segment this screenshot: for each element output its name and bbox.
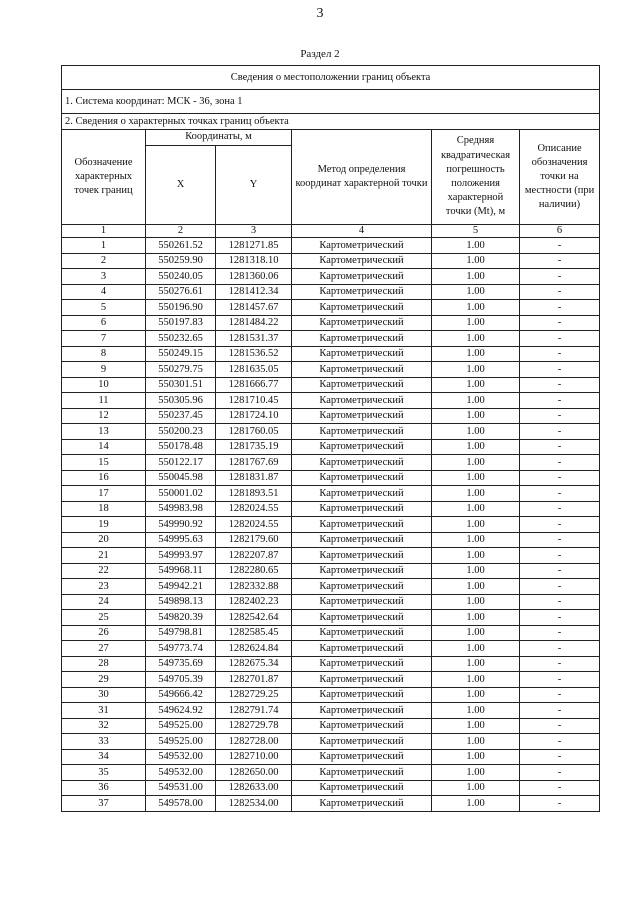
error-value: 1.00: [432, 734, 520, 750]
point-number: 8: [62, 346, 146, 362]
point-number: 24: [62, 594, 146, 610]
method: Картометрический: [292, 253, 432, 269]
coord-y: 1282624.84: [216, 641, 292, 657]
header-description: Описание обозначения точки на местности (при наличии): [520, 130, 600, 225]
coord-x: 549735.69: [146, 656, 216, 672]
coord-x: 549705.39: [146, 672, 216, 688]
coord-y: 1281271.85: [216, 238, 292, 254]
table-row: [62, 315, 600, 331]
coord-y: 1281457.67: [216, 300, 292, 316]
coord-x: 550240.05: [146, 269, 216, 285]
description: -: [520, 548, 600, 564]
error-value: 1.00: [432, 455, 520, 471]
coord-x: 549995.63: [146, 532, 216, 548]
description: -: [520, 656, 600, 672]
coord-y: 1281536.52: [216, 346, 292, 362]
description: -: [520, 703, 600, 719]
point-number: 25: [62, 610, 146, 626]
coord-y: 1281767.69: [216, 455, 292, 471]
method: Картометрический: [292, 718, 432, 734]
point-number: 29: [62, 672, 146, 688]
table-row: [62, 672, 600, 688]
coord-y: 1282701.87: [216, 672, 292, 688]
error-value: 1.00: [432, 656, 520, 672]
error-value: 1.00: [432, 579, 520, 595]
point-number: 32: [62, 718, 146, 734]
error-value: 1.00: [432, 315, 520, 331]
error-value: 1.00: [432, 765, 520, 781]
table-row: [62, 641, 600, 657]
coord-x: 549798.81: [146, 625, 216, 641]
coord-x: 549942.21: [146, 579, 216, 595]
description: -: [520, 346, 600, 362]
method: Картометрический: [292, 517, 432, 533]
description: -: [520, 377, 600, 393]
section-title: Раздел 2: [300, 48, 340, 60]
method: Картометрический: [292, 501, 432, 517]
description: -: [520, 641, 600, 657]
coord-x: 550045.98: [146, 470, 216, 486]
description: -: [520, 594, 600, 610]
method: Картометрический: [292, 765, 432, 781]
point-number: 5: [62, 300, 146, 316]
coord-x: 550301.51: [146, 377, 216, 393]
table-row: [62, 362, 600, 378]
description: -: [520, 470, 600, 486]
coord-y: 1282179.60: [216, 532, 292, 548]
coord-y: 1281412.34: [216, 284, 292, 300]
error-value: 1.00: [432, 780, 520, 796]
coord-y: 1282729.78: [216, 718, 292, 734]
coord-x: 549820.39: [146, 610, 216, 626]
table-row: [62, 253, 600, 269]
method: Картометрический: [292, 269, 432, 285]
coord-x: 550305.96: [146, 393, 216, 409]
description: -: [520, 284, 600, 300]
error-value: 1.00: [432, 238, 520, 254]
method: Картометрический: [292, 331, 432, 347]
coord-y: 1282534.00: [216, 796, 292, 812]
coord-y: 1282728.00: [216, 734, 292, 750]
column-number: 3: [216, 225, 292, 238]
method: Картометрический: [292, 734, 432, 750]
header-coords: Координаты, м: [146, 130, 292, 146]
header-error: Средняя квадратическая погрешность положения характерной точки (Mt), м: [432, 130, 520, 225]
error-value: 1.00: [432, 486, 520, 502]
method: Картометрический: [292, 687, 432, 703]
point-number: 15: [62, 455, 146, 471]
coord-y: 1281318.10: [216, 253, 292, 269]
coord-x: 550122.17: [146, 455, 216, 471]
point-number: 28: [62, 656, 146, 672]
error-value: 1.00: [432, 548, 520, 564]
error-value: 1.00: [432, 641, 520, 657]
column-number: 4: [292, 225, 432, 238]
table-row: [62, 424, 600, 440]
coord-x: 549578.00: [146, 796, 216, 812]
description: -: [520, 269, 600, 285]
method: Картометрический: [292, 408, 432, 424]
method: Картометрический: [292, 579, 432, 595]
description: -: [520, 501, 600, 517]
description: -: [520, 687, 600, 703]
coord-y: 1282024.55: [216, 501, 292, 517]
description: -: [520, 517, 600, 533]
coord-y: 1281735.19: [216, 439, 292, 455]
coord-x: 549525.00: [146, 718, 216, 734]
point-number: 20: [62, 532, 146, 548]
point-number: 33: [62, 734, 146, 750]
coord-x: 549666.42: [146, 687, 216, 703]
coord-y: 1281360.06: [216, 269, 292, 285]
coord-y: 1281831.87: [216, 470, 292, 486]
point-number: 1: [62, 238, 146, 254]
description: -: [520, 610, 600, 626]
error-value: 1.00: [432, 610, 520, 626]
error-value: 1.00: [432, 424, 520, 440]
coord-y: 1282542.64: [216, 610, 292, 626]
coord-x: 550261.52: [146, 238, 216, 254]
point-number: 21: [62, 548, 146, 564]
table-row: [62, 780, 600, 796]
table-row: [62, 796, 600, 812]
error-value: 1.00: [432, 563, 520, 579]
method: Картометрический: [292, 625, 432, 641]
error-value: 1.00: [432, 253, 520, 269]
description: -: [520, 300, 600, 316]
header-method: Метод определения координат характерной точки: [292, 130, 432, 225]
point-number: 37: [62, 796, 146, 812]
point-number: 14: [62, 439, 146, 455]
error-value: 1.00: [432, 517, 520, 533]
description: -: [520, 718, 600, 734]
coord-x: 550197.83: [146, 315, 216, 331]
error-value: 1.00: [432, 594, 520, 610]
coord-x: 550279.75: [146, 362, 216, 378]
method: Картометрический: [292, 563, 432, 579]
description: -: [520, 734, 600, 750]
point-number: 7: [62, 331, 146, 347]
method: Картометрический: [292, 470, 432, 486]
method: Картометрический: [292, 486, 432, 502]
error-value: 1.00: [432, 532, 520, 548]
table-row: [62, 238, 600, 254]
table-row: [62, 300, 600, 316]
method: Картометрический: [292, 346, 432, 362]
method: Картометрический: [292, 424, 432, 440]
table-row: [62, 377, 600, 393]
coord-y: 1282402.23: [216, 594, 292, 610]
error-value: 1.00: [432, 393, 520, 409]
coord-y: 1282675.34: [216, 656, 292, 672]
table-row: [62, 625, 600, 641]
coord-x: 550001.02: [146, 486, 216, 502]
coord-y: 1281893.51: [216, 486, 292, 502]
table-row: [62, 455, 600, 471]
table-row: [62, 656, 600, 672]
table-row: [62, 579, 600, 595]
points-heading-row: [62, 114, 600, 130]
point-number: 30: [62, 687, 146, 703]
description: -: [520, 672, 600, 688]
coord-y: 1281710.45: [216, 393, 292, 409]
coord-y: 1282729.25: [216, 687, 292, 703]
method: Картометрический: [292, 284, 432, 300]
table-row: [62, 408, 600, 424]
table-row: [62, 749, 600, 765]
error-value: 1.00: [432, 796, 520, 812]
method: Картометрический: [292, 439, 432, 455]
table-row: [62, 687, 600, 703]
method: Картометрический: [292, 780, 432, 796]
description: -: [520, 393, 600, 409]
description: -: [520, 749, 600, 765]
point-number: 31: [62, 703, 146, 719]
point-number: 3: [62, 269, 146, 285]
method: Картометрический: [292, 238, 432, 254]
coord-x: 549983.98: [146, 501, 216, 517]
table-body: [62, 238, 600, 812]
coord-x: 550237.45: [146, 408, 216, 424]
coord-x: 549532.00: [146, 765, 216, 781]
method: Картометрический: [292, 796, 432, 812]
coord-y: 1282280.65: [216, 563, 292, 579]
method: Картометрический: [292, 656, 432, 672]
error-value: 1.00: [432, 718, 520, 734]
description: -: [520, 455, 600, 471]
error-value: 1.00: [432, 625, 520, 641]
coord-x: 549990.92: [146, 517, 216, 533]
column-number: 1: [62, 225, 146, 238]
table-row: [62, 346, 600, 362]
table-row: [62, 517, 600, 533]
table-row: [62, 718, 600, 734]
point-number: 6: [62, 315, 146, 331]
column-number: 5: [432, 225, 520, 238]
point-number: 2: [62, 253, 146, 269]
point-number: 36: [62, 780, 146, 796]
table-row: [62, 765, 600, 781]
table-row: [62, 610, 600, 626]
table-row: [62, 439, 600, 455]
method: Картометрический: [292, 393, 432, 409]
error-value: 1.00: [432, 501, 520, 517]
header-x: X: [146, 146, 216, 225]
coord-y: 1282650.00: [216, 765, 292, 781]
method: Картометрический: [292, 300, 432, 316]
error-value: 1.00: [432, 269, 520, 285]
description: -: [520, 315, 600, 331]
method: Картометрический: [292, 749, 432, 765]
method: Картометрический: [292, 594, 432, 610]
method: Картометрический: [292, 362, 432, 378]
description: -: [520, 563, 600, 579]
table-row: [62, 548, 600, 564]
coord-x: 549898.13: [146, 594, 216, 610]
coord-y: 1282791.74: [216, 703, 292, 719]
table-row: [62, 563, 600, 579]
error-value: 1.00: [432, 672, 520, 688]
description: -: [520, 362, 600, 378]
description: -: [520, 780, 600, 796]
description: -: [520, 532, 600, 548]
point-number: 13: [62, 424, 146, 440]
method: Картометрический: [292, 532, 432, 548]
coord-y: 1282633.00: [216, 780, 292, 796]
error-value: 1.00: [432, 687, 520, 703]
table-row: [62, 331, 600, 347]
coord-y: 1281666.77: [216, 377, 292, 393]
point-number: 35: [62, 765, 146, 781]
coord-x: 550249.15: [146, 346, 216, 362]
coord-x: 550276.61: [146, 284, 216, 300]
description: -: [520, 765, 600, 781]
table-row: [62, 269, 600, 285]
description: -: [520, 579, 600, 595]
table-row: [62, 703, 600, 719]
method: Картометрический: [292, 703, 432, 719]
error-value: 1.00: [432, 346, 520, 362]
header-row-1: [62, 130, 600, 146]
coord-y: 1281484.22: [216, 315, 292, 331]
error-value: 1.00: [432, 703, 520, 719]
description: -: [520, 486, 600, 502]
method: Картометрический: [292, 672, 432, 688]
point-number: 23: [62, 579, 146, 595]
method: Картометрический: [292, 548, 432, 564]
method: Картометрический: [292, 610, 432, 626]
method: Картометрический: [292, 377, 432, 393]
description: -: [520, 439, 600, 455]
point-number: 19: [62, 517, 146, 533]
coord-x: 550196.90: [146, 300, 216, 316]
coord-x: 550178.48: [146, 439, 216, 455]
point-number: 17: [62, 486, 146, 502]
coord-y: 1282332.88: [216, 579, 292, 595]
point-number: 11: [62, 393, 146, 409]
table-row: [62, 594, 600, 610]
coord-x: 549773.74: [146, 641, 216, 657]
header-y: Y: [216, 146, 292, 225]
method: Картометрический: [292, 315, 432, 331]
point-number: 4: [62, 284, 146, 300]
coord-y: 1281531.37: [216, 331, 292, 347]
coord-y: 1282024.55: [216, 517, 292, 533]
point-number: 27: [62, 641, 146, 657]
coord-y: 1282207.87: [216, 548, 292, 564]
header-point: Обозначение характерных точек границ: [62, 130, 146, 225]
coord-system-row: [62, 90, 600, 114]
error-value: 1.00: [432, 377, 520, 393]
error-value: 1.00: [432, 331, 520, 347]
point-number: 18: [62, 501, 146, 517]
coord-y: 1281635.05: [216, 362, 292, 378]
table-row: [62, 532, 600, 548]
description: -: [520, 331, 600, 347]
coord-x: 549525.00: [146, 734, 216, 750]
page-number: 3: [316, 6, 324, 21]
error-value: 1.00: [432, 439, 520, 455]
boundary-points-table: [61, 65, 600, 812]
error-value: 1.00: [432, 749, 520, 765]
table-title: Сведения о местоположении границ объекта: [62, 66, 600, 90]
column-number: 2: [146, 225, 216, 238]
coord-x: 550200.23: [146, 424, 216, 440]
coord-x: 549968.11: [146, 563, 216, 579]
error-value: 1.00: [432, 284, 520, 300]
point-number: 26: [62, 625, 146, 641]
method: Картометрический: [292, 641, 432, 657]
coord-x: 549532.00: [146, 749, 216, 765]
point-number: 16: [62, 470, 146, 486]
coord-y: 1282710.00: [216, 749, 292, 765]
column-numbers-row: [62, 225, 600, 238]
point-number: 12: [62, 408, 146, 424]
points-heading: 2. Сведения о характерных точках границ объекта: [62, 114, 600, 130]
method: Картометрический: [292, 455, 432, 471]
table-row: [62, 734, 600, 750]
coord-x: 549531.00: [146, 780, 216, 796]
description: -: [520, 625, 600, 641]
table-row: [62, 284, 600, 300]
point-number: 10: [62, 377, 146, 393]
table-row: [62, 393, 600, 409]
coord-y: 1281760.05: [216, 424, 292, 440]
error-value: 1.00: [432, 300, 520, 316]
description: -: [520, 424, 600, 440]
point-number: 9: [62, 362, 146, 378]
coord-system: 1. Система координат: МСК - 36, зона 1: [62, 90, 600, 114]
coord-y: 1282585.45: [216, 625, 292, 641]
table-title-row: [62, 66, 600, 90]
description: -: [520, 238, 600, 254]
error-value: 1.00: [432, 362, 520, 378]
table-row: [62, 501, 600, 517]
coord-x: 549624.92: [146, 703, 216, 719]
description: -: [520, 796, 600, 812]
description: -: [520, 253, 600, 269]
coord-x: 550259.90: [146, 253, 216, 269]
coord-x: 549993.97: [146, 548, 216, 564]
error-value: 1.00: [432, 408, 520, 424]
point-number: 34: [62, 749, 146, 765]
table-row: [62, 470, 600, 486]
error-value: 1.00: [432, 470, 520, 486]
table-row: [62, 486, 600, 502]
column-number: 6: [520, 225, 600, 238]
coord-x: 550232.65: [146, 331, 216, 347]
description: -: [520, 408, 600, 424]
point-number: 22: [62, 563, 146, 579]
coord-y: 1281724.10: [216, 408, 292, 424]
